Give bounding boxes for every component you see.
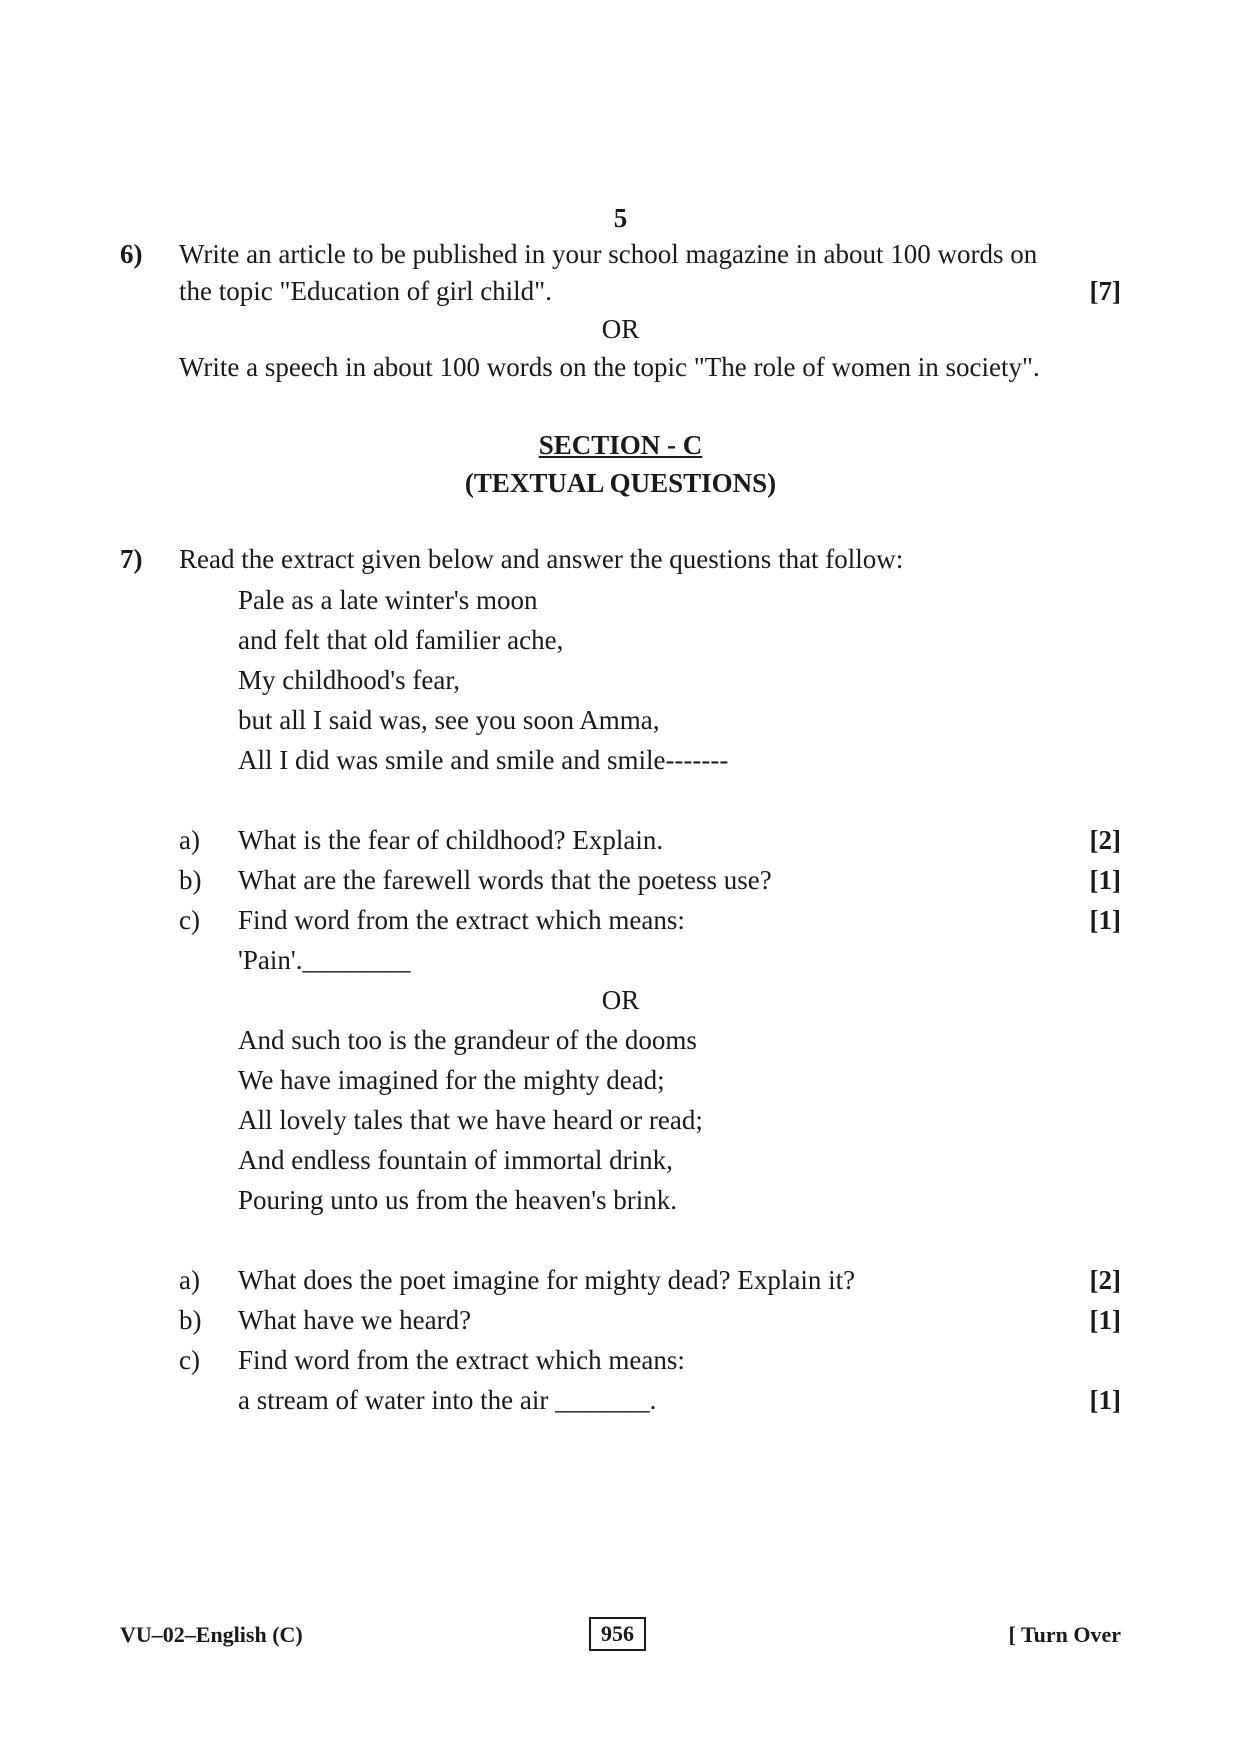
poem-1-line: but all I said was, see you soon Amma, xyxy=(238,705,660,735)
poem-2-line: And endless fountain of immortal drink, xyxy=(238,1145,673,1175)
page-number: 5 xyxy=(613,203,628,233)
question-6-alternative: Write a speech in about 100 words on the topic "The role of women in society". xyxy=(179,352,1040,382)
poem-1-line: Pale as a late winter's moon xyxy=(238,585,538,615)
question-label: a) xyxy=(179,1265,200,1295)
question-marks: [1] xyxy=(1089,905,1121,935)
question-label: b) xyxy=(179,1305,202,1335)
poem-1-line: All I did was smile and smile and smile------- xyxy=(238,745,729,775)
question-7-number: 7) xyxy=(120,544,143,574)
poem-2-line: We have imagined for the mighty dead; xyxy=(238,1065,665,1095)
question-6-line-2: the topic "Education of girl child". xyxy=(179,276,552,306)
question-label: b) xyxy=(179,865,202,895)
footer-turn-over: [ Turn Over xyxy=(1008,1622,1121,1647)
question-marks: [2] xyxy=(1089,1265,1121,1295)
question-6-number: 6) xyxy=(120,239,143,269)
question-6-or: OR xyxy=(601,314,640,344)
poem-2-line: All lovely tales that we have heard or read; xyxy=(238,1105,703,1135)
question-7-or: OR xyxy=(601,985,640,1015)
footer-paper-code: VU–02–English (C) xyxy=(120,1622,303,1647)
poem-1-line: My childhood's fear, xyxy=(238,665,460,695)
question-label: a) xyxy=(179,825,200,855)
poem-2-line: And such too is the grandeur of the dooms xyxy=(238,1025,697,1055)
question-6-marks: [7] xyxy=(1089,276,1121,306)
poem-1-line: and felt that old familier ache, xyxy=(238,625,564,655)
question-text: What does the poet imagine for mighty dead? Explain it? xyxy=(238,1265,856,1295)
question-2c-answer-line: a stream of water into the air _______. xyxy=(238,1385,657,1415)
question-label: c) xyxy=(179,1345,200,1375)
question-marks: [1] xyxy=(1089,865,1121,895)
question-text: What have we heard? xyxy=(238,1305,472,1335)
question-text: What is the fear of childhood? Explain. xyxy=(238,825,664,855)
question-text: What are the farewell words that the poetess use? xyxy=(238,865,772,895)
poem-2-line: Pouring unto us from the heaven's brink. xyxy=(238,1185,678,1215)
question-label: c) xyxy=(179,905,200,935)
section-title: SECTION - C xyxy=(538,430,703,460)
section-subtitle: (TEXTUAL QUESTIONS) xyxy=(464,468,777,498)
question-7-intro: Read the extract given below and answer the questions that follow: xyxy=(179,544,904,574)
question-text: Find word from the extract which means: xyxy=(238,1345,685,1375)
footer-box-number: 956 xyxy=(589,1617,646,1651)
question-6-line-1: Write an article to be published in your school magazine in about 100 words on xyxy=(179,239,1038,269)
question-marks: [1] xyxy=(1089,1305,1121,1335)
question-1c-answer-line: 'Pain'.________ xyxy=(238,945,411,975)
question-marks: [1] xyxy=(1089,1385,1121,1415)
question-text: Find word from the extract which means: xyxy=(238,905,685,935)
question-marks: [2] xyxy=(1089,825,1121,855)
